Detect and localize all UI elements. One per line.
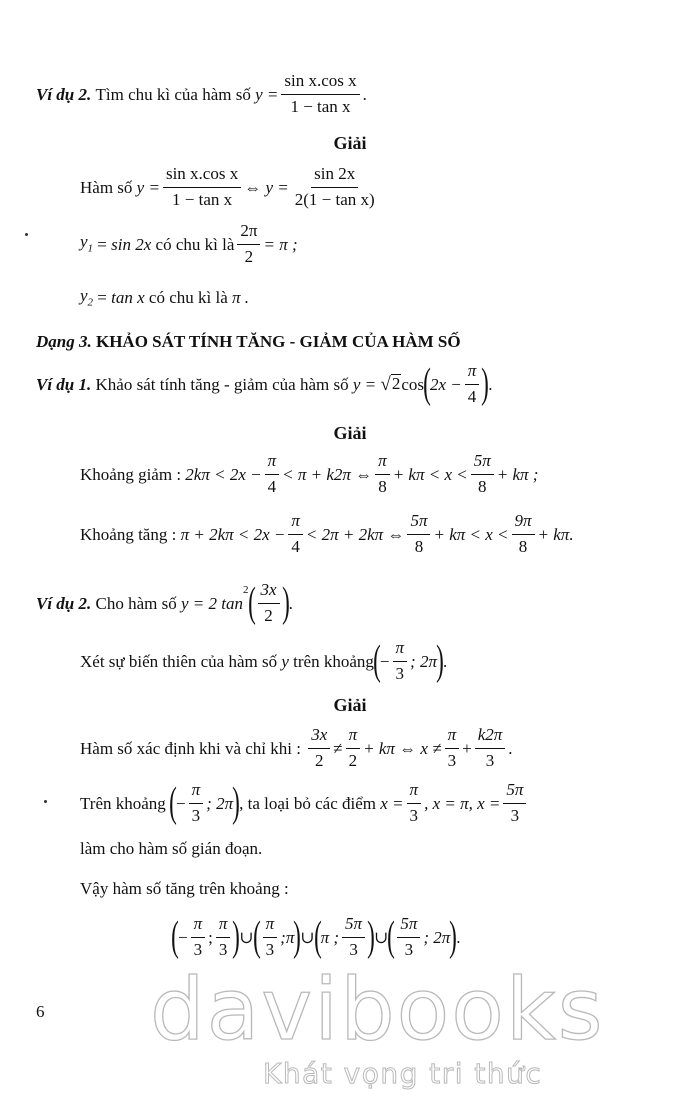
denominator: 3 bbox=[485, 750, 495, 770]
denominator: 2 bbox=[244, 246, 254, 266]
math-cos: cos bbox=[401, 374, 424, 394]
math-part: π + 2kπ < 2x − bbox=[180, 524, 286, 544]
fraction bbox=[292, 165, 378, 209]
numerator: π bbox=[216, 915, 231, 938]
left-paren: ( bbox=[423, 361, 431, 408]
numerator: 5π bbox=[342, 915, 365, 938]
denominator: 3 bbox=[191, 805, 201, 825]
fraction bbox=[465, 362, 480, 406]
solution-heading: Giải bbox=[333, 133, 367, 153]
math-part: π ; bbox=[320, 927, 340, 947]
denominator: 8 bbox=[378, 476, 387, 496]
union: ∪ bbox=[239, 927, 254, 947]
fraction bbox=[308, 726, 330, 770]
numerator: 2π bbox=[237, 222, 260, 245]
denominator: 4 bbox=[467, 386, 477, 406]
right-paren: ) bbox=[232, 914, 241, 961]
math-part: + kπ. bbox=[537, 524, 574, 544]
solution-line-y2: $y_2$ = tan x có chu kì là π . bbox=[80, 286, 250, 309]
left-paren: ( bbox=[171, 914, 179, 961]
denominator: 2 bbox=[264, 605, 273, 625]
remove-points bbox=[80, 781, 529, 825]
left-paren: ( bbox=[313, 914, 322, 961]
math-part: + kπ ⇔ x ≠ bbox=[363, 738, 442, 758]
left-paren: ( bbox=[373, 638, 381, 685]
example-label: Ví dụ 1. bbox=[36, 374, 92, 394]
numerator: 5π bbox=[397, 915, 420, 938]
fraction bbox=[163, 165, 241, 209]
watermark-tagline: Khát vọng tri thức bbox=[263, 1057, 543, 1090]
right-paren: ) bbox=[481, 361, 490, 408]
numerator: π bbox=[393, 639, 408, 662]
decreasing-interval bbox=[80, 452, 538, 496]
watermark-logo: davibooks bbox=[150, 960, 605, 1060]
fraction bbox=[375, 452, 390, 496]
math-part: 2kπ < 2x − bbox=[185, 464, 262, 484]
numerator: π bbox=[445, 726, 460, 749]
math-inner: 2x − bbox=[429, 374, 462, 394]
problem-text: Tìm chu kì của hàm số bbox=[95, 84, 251, 104]
section-label: Dạng 3. bbox=[36, 332, 92, 351]
right-paren: ) bbox=[232, 780, 240, 827]
solution-line-1 bbox=[80, 165, 381, 209]
union: ∪ bbox=[374, 927, 389, 947]
denominator: 3 bbox=[510, 805, 520, 825]
numerator: 5π bbox=[503, 781, 526, 804]
numerator: π bbox=[407, 781, 422, 804]
text: Trên khoảng bbox=[80, 793, 166, 813]
fraction bbox=[258, 581, 280, 625]
fraction bbox=[263, 915, 278, 959]
label: Khoảng tăng : bbox=[80, 524, 177, 544]
numerator: π bbox=[465, 362, 480, 385]
solution-heading: Giải bbox=[333, 695, 367, 715]
text: có chu kì là bbox=[148, 288, 228, 308]
solution-line-y1: $y_1$ = sin 2x có chu kì là $\frac{2\pi}{2}$ = π ; bbox=[80, 221, 298, 266]
sqrt-icon: √ bbox=[380, 373, 391, 395]
numerator: 3x bbox=[308, 726, 330, 749]
left-paren: ( bbox=[252, 914, 261, 961]
right-paren: ) bbox=[436, 638, 444, 685]
numerator: 5π bbox=[471, 452, 494, 475]
text: có chu kì là bbox=[155, 234, 235, 254]
math-y1: $y_1$ bbox=[80, 232, 94, 255]
page-number: 6 bbox=[36, 1002, 45, 1021]
numerator: sin x.cos x bbox=[163, 165, 241, 188]
period: . bbox=[508, 738, 513, 758]
domain-condition bbox=[80, 726, 513, 770]
numerator: 3x bbox=[258, 581, 280, 604]
numerator: sin 2x bbox=[311, 165, 358, 188]
math-part: ;π bbox=[280, 927, 295, 947]
fraction bbox=[189, 781, 204, 825]
text: Hàm số bbox=[80, 177, 133, 197]
math-expr: tan x bbox=[111, 288, 145, 308]
solution-heading: Giải bbox=[333, 423, 367, 443]
period: . bbox=[362, 84, 367, 104]
section-title: KHẢO SÁT TÍNH TĂNG - GIẢM CỦA HÀM SỐ bbox=[95, 332, 461, 351]
denominator: 1 − tan x bbox=[172, 189, 233, 209]
fraction bbox=[512, 512, 535, 556]
fraction bbox=[342, 915, 365, 959]
right-paren: ) bbox=[281, 580, 290, 627]
fraction bbox=[445, 726, 460, 770]
math-y2: $y_2$ bbox=[80, 286, 94, 309]
math-tail: π . bbox=[232, 288, 250, 308]
fraction bbox=[237, 222, 260, 266]
example-2-problem bbox=[36, 72, 367, 116]
math-y-eq: y = bbox=[352, 374, 377, 394]
math-equiv: ⇔ y = bbox=[244, 177, 289, 197]
math-part: , x = π, x = bbox=[424, 793, 501, 813]
math-part: + kπ < x < bbox=[392, 464, 468, 484]
text: , ta loại bỏ các điểm bbox=[239, 793, 376, 813]
increasing-union bbox=[172, 915, 461, 959]
numerator: sin x.cos x bbox=[281, 72, 359, 95]
neq: ≠ bbox=[333, 738, 343, 758]
math-x-eq: x = bbox=[380, 793, 404, 813]
fraction bbox=[191, 915, 206, 959]
conclusion-text: Vậy hàm số tăng trên khoảng : bbox=[80, 879, 289, 898]
denominator: 8 bbox=[414, 536, 424, 556]
period: . bbox=[456, 927, 461, 947]
math-expr: sin 2x bbox=[111, 234, 152, 254]
numerator: π bbox=[346, 726, 361, 749]
denominator: 3 bbox=[193, 939, 203, 959]
period: . bbox=[488, 374, 493, 394]
denominator: 4 bbox=[291, 536, 300, 556]
math-part: < π + k2π ⇔ bbox=[282, 464, 373, 484]
denominator: 3 bbox=[395, 663, 405, 683]
denominator: 3 bbox=[447, 750, 457, 770]
denominator: 3 bbox=[404, 939, 414, 959]
denominator: 8 bbox=[518, 536, 528, 556]
numerator: π bbox=[189, 781, 204, 804]
example-1-problem bbox=[36, 362, 493, 406]
example-label: Ví dụ 2. bbox=[36, 593, 92, 613]
problem-text: Cho hàm số bbox=[95, 593, 177, 613]
right-paren: ) bbox=[367, 914, 375, 961]
fraction bbox=[407, 512, 430, 556]
numerator: k2π bbox=[475, 726, 506, 749]
plus: + bbox=[462, 738, 472, 758]
denominator: 2(1 − tan x) bbox=[294, 189, 375, 209]
math-tail: = π ; bbox=[263, 234, 298, 254]
period: . bbox=[288, 593, 293, 613]
section-heading bbox=[36, 333, 461, 350]
example-2b-problem bbox=[36, 581, 293, 625]
fraction bbox=[397, 915, 420, 959]
minus: − bbox=[379, 651, 390, 671]
fraction bbox=[471, 452, 494, 496]
math-y-eq: y = bbox=[255, 84, 279, 104]
fraction bbox=[346, 726, 361, 770]
numerator: π bbox=[375, 452, 390, 475]
numerator: π bbox=[263, 915, 278, 938]
print-speck bbox=[25, 233, 28, 236]
text: Hàm số xác định khi và chỉ khi : bbox=[80, 738, 301, 758]
math-part: < 2π + 2kπ ⇔ bbox=[305, 524, 405, 544]
example-2b-line-2 bbox=[80, 639, 447, 683]
semicolon: ; bbox=[208, 927, 213, 947]
denominator: 3 bbox=[265, 939, 275, 959]
math-part: ; 2π bbox=[423, 927, 451, 947]
math-y: y bbox=[281, 651, 289, 671]
label: Khoảng giảm : bbox=[80, 464, 182, 484]
superscript: 2 bbox=[243, 584, 249, 596]
increasing-interval bbox=[80, 512, 574, 556]
numerator: π bbox=[191, 915, 206, 938]
numerator: π bbox=[288, 512, 303, 535]
fraction bbox=[475, 726, 506, 770]
denominator: 3 bbox=[218, 939, 228, 959]
math-tail: ; 2π bbox=[206, 793, 234, 813]
numerator: 5π bbox=[407, 512, 430, 535]
denominator: 2 bbox=[314, 750, 324, 770]
example-label: Ví dụ 2. bbox=[36, 84, 92, 104]
denominator: 8 bbox=[478, 476, 487, 496]
fraction bbox=[265, 452, 280, 496]
math-y-eq: y = 2 tan bbox=[181, 593, 244, 613]
left-paren: ( bbox=[169, 780, 177, 827]
math-y-eq: y = bbox=[136, 177, 160, 197]
numerator: π bbox=[265, 452, 280, 475]
fraction bbox=[288, 512, 303, 556]
fraction bbox=[281, 72, 359, 116]
print-speck bbox=[44, 800, 47, 803]
minus: − bbox=[176, 793, 186, 813]
right-paren: ) bbox=[449, 914, 458, 961]
text: trên khoảng bbox=[293, 651, 374, 671]
math-part: + kπ < x < bbox=[433, 524, 509, 544]
left-paren: ( bbox=[247, 580, 256, 627]
denominator: 3 bbox=[409, 805, 419, 825]
math-tail: ; 2π bbox=[410, 651, 437, 671]
text: Xét sự biến thiên của hàm số bbox=[80, 651, 278, 671]
denominator: 4 bbox=[267, 476, 277, 496]
left-paren: ( bbox=[387, 914, 396, 961]
denominator: 3 bbox=[349, 939, 358, 959]
right-paren: ) bbox=[293, 914, 302, 961]
union: ∪ bbox=[300, 927, 315, 947]
fraction bbox=[407, 781, 422, 825]
math-part: + kπ ; bbox=[496, 464, 539, 484]
numerator: 9π bbox=[512, 512, 535, 535]
period: . bbox=[442, 651, 448, 671]
denominator: 1 − tan x bbox=[290, 96, 351, 116]
discontinuity-text: làm cho hàm số gián đoạn. bbox=[80, 839, 263, 858]
minus: − bbox=[178, 927, 188, 947]
sqrt-value: 2 bbox=[391, 374, 401, 394]
fraction bbox=[216, 915, 231, 959]
fraction bbox=[393, 639, 408, 683]
fraction bbox=[503, 781, 526, 825]
denominator: 2 bbox=[348, 750, 358, 770]
problem-text: Khảo sát tính tăng - giảm của hàm số bbox=[95, 374, 349, 394]
